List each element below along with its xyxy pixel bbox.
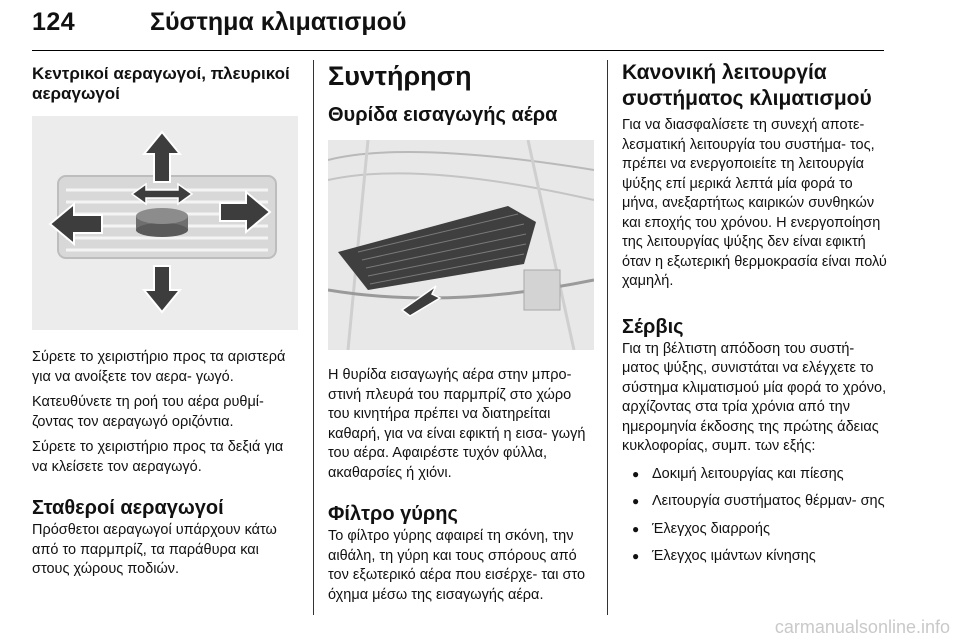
list-item: ● Δοκιμή λειτουργίας και πίεσης bbox=[622, 465, 892, 485]
vents-paragraph-close: Σύρετε το χειριστήριο προς τα δεξιά για να κλείσετε τον αεραγωγό. bbox=[32, 439, 284, 475]
chapter-title: Σύστημα κλιματισμού bbox=[150, 8, 407, 36]
list-item: ● Έλεγχος ιμάντων κίνησης bbox=[622, 547, 892, 567]
maintenance-heading: Συντήρηση bbox=[328, 61, 472, 91]
column-divider-1 bbox=[313, 60, 314, 615]
column-divider-2 bbox=[607, 60, 608, 615]
pollen-filter-heading: Φίλτρο γύρης bbox=[328, 503, 458, 525]
page-header bbox=[32, 6, 932, 46]
air-intake-heading: Θυρίδα εισαγωγής αέρα bbox=[328, 104, 558, 126]
fixed-vents-heading: Σταθεροί αεραγωγοί bbox=[32, 497, 224, 519]
header-rule bbox=[32, 50, 884, 51]
air-intake-paragraph: Η θυρίδα εισαγωγής αέρα στην μπρο- στινή πλευρά του παρμπρίζ στο χώρο του κινητήρα πρέπει να διατηρείται καθαρή, για να είναι εφικτή η εισα- γωγή του αέρα. Αφαιρέστε τυχόν φύλλα, ακαθαρσίες ή χιόνι. bbox=[328, 367, 586, 481]
vents-paragraph-direct: Κατευθύνετε τη ροή του αέρα ρυθμί- ζοντας τον αεραγωγό οριζόντια. bbox=[32, 394, 264, 430]
vents-paragraph-open: Σύρετε το χειριστήριο προς τα αριστερά για να ανοίξετε τον αερα- γωγό. bbox=[32, 349, 286, 385]
watermark: carmanualsonline.info bbox=[774, 617, 950, 637]
left-column bbox=[32, 60, 298, 580]
vent-diagram-svg bbox=[32, 116, 298, 330]
list-item: ● Λειτουργία συστήματος θέρμαν- σης bbox=[622, 492, 892, 512]
list-item: ● Έλεγχος διαρροής bbox=[622, 520, 892, 540]
air-intake-svg bbox=[328, 140, 594, 350]
pollen-filter-paragraph: Το φίλτρο γύρης αφαιρεί τη σκόνη, την αιθάλη, τη γύρη και τους σπόρους από τον εξωτερικό αέρα που εισέρχε- ται στο όχημα μέσω της εισαγωγής αέρα. bbox=[328, 528, 586, 603]
right-column bbox=[622, 60, 892, 567]
normal-operation-heading: Κανονική λειτουργία συστήματος κλιματισμού bbox=[622, 61, 872, 110]
vents-heading: Κεντρικοί αεραγωγοί, πλευρικοί αεραγωγοί bbox=[32, 64, 290, 103]
vent-illustration bbox=[32, 116, 298, 330]
service-paragraph: Για τη βέλτιστη απόδοση του συστή- ματος ψύξης, συνιστάται να ελέγχετε το σύστημα κλιματισμού μία φορά το χρόνο, αρχίζοντας στα τρία χρόνια από την ημερομηνία έκδοσης της πρώτης άδειας κυκλοφορίας, συμπ. των εξής: bbox=[622, 340, 887, 454]
normal-operation-paragraph: Για να διασφαλίσετε τη συνεχή αποτε- λεσματική λειτουργία του συστήμα- τος, πρέπει να ενεργοποιείτε τη λειτουργία ψύξης επί μερικά λεπτά μία φορά το μήνα, ανεξαρτήτως καιρικών συνθηκών και εποχής του χρόνου. Η ενεργοποίηση της λειτουργίας ψύξης δεν είναι εφικτή όταν η εξωτερική θερμοκρασία είναι πολύ χαμηλή. bbox=[622, 117, 887, 289]
air-intake-illustration bbox=[328, 140, 594, 350]
service-heading: Σέρβις bbox=[622, 315, 684, 338]
page-number: 124 bbox=[32, 8, 76, 36]
service-checklist bbox=[622, 465, 892, 567]
middle-column bbox=[328, 60, 594, 605]
fixed-vents-paragraph: Πρόσθετοι αεραγωγοί υπάρχουν κάτω από το παρμπρίζ, τα παράθυρα και στους χώρους ποδιών. bbox=[32, 522, 277, 577]
